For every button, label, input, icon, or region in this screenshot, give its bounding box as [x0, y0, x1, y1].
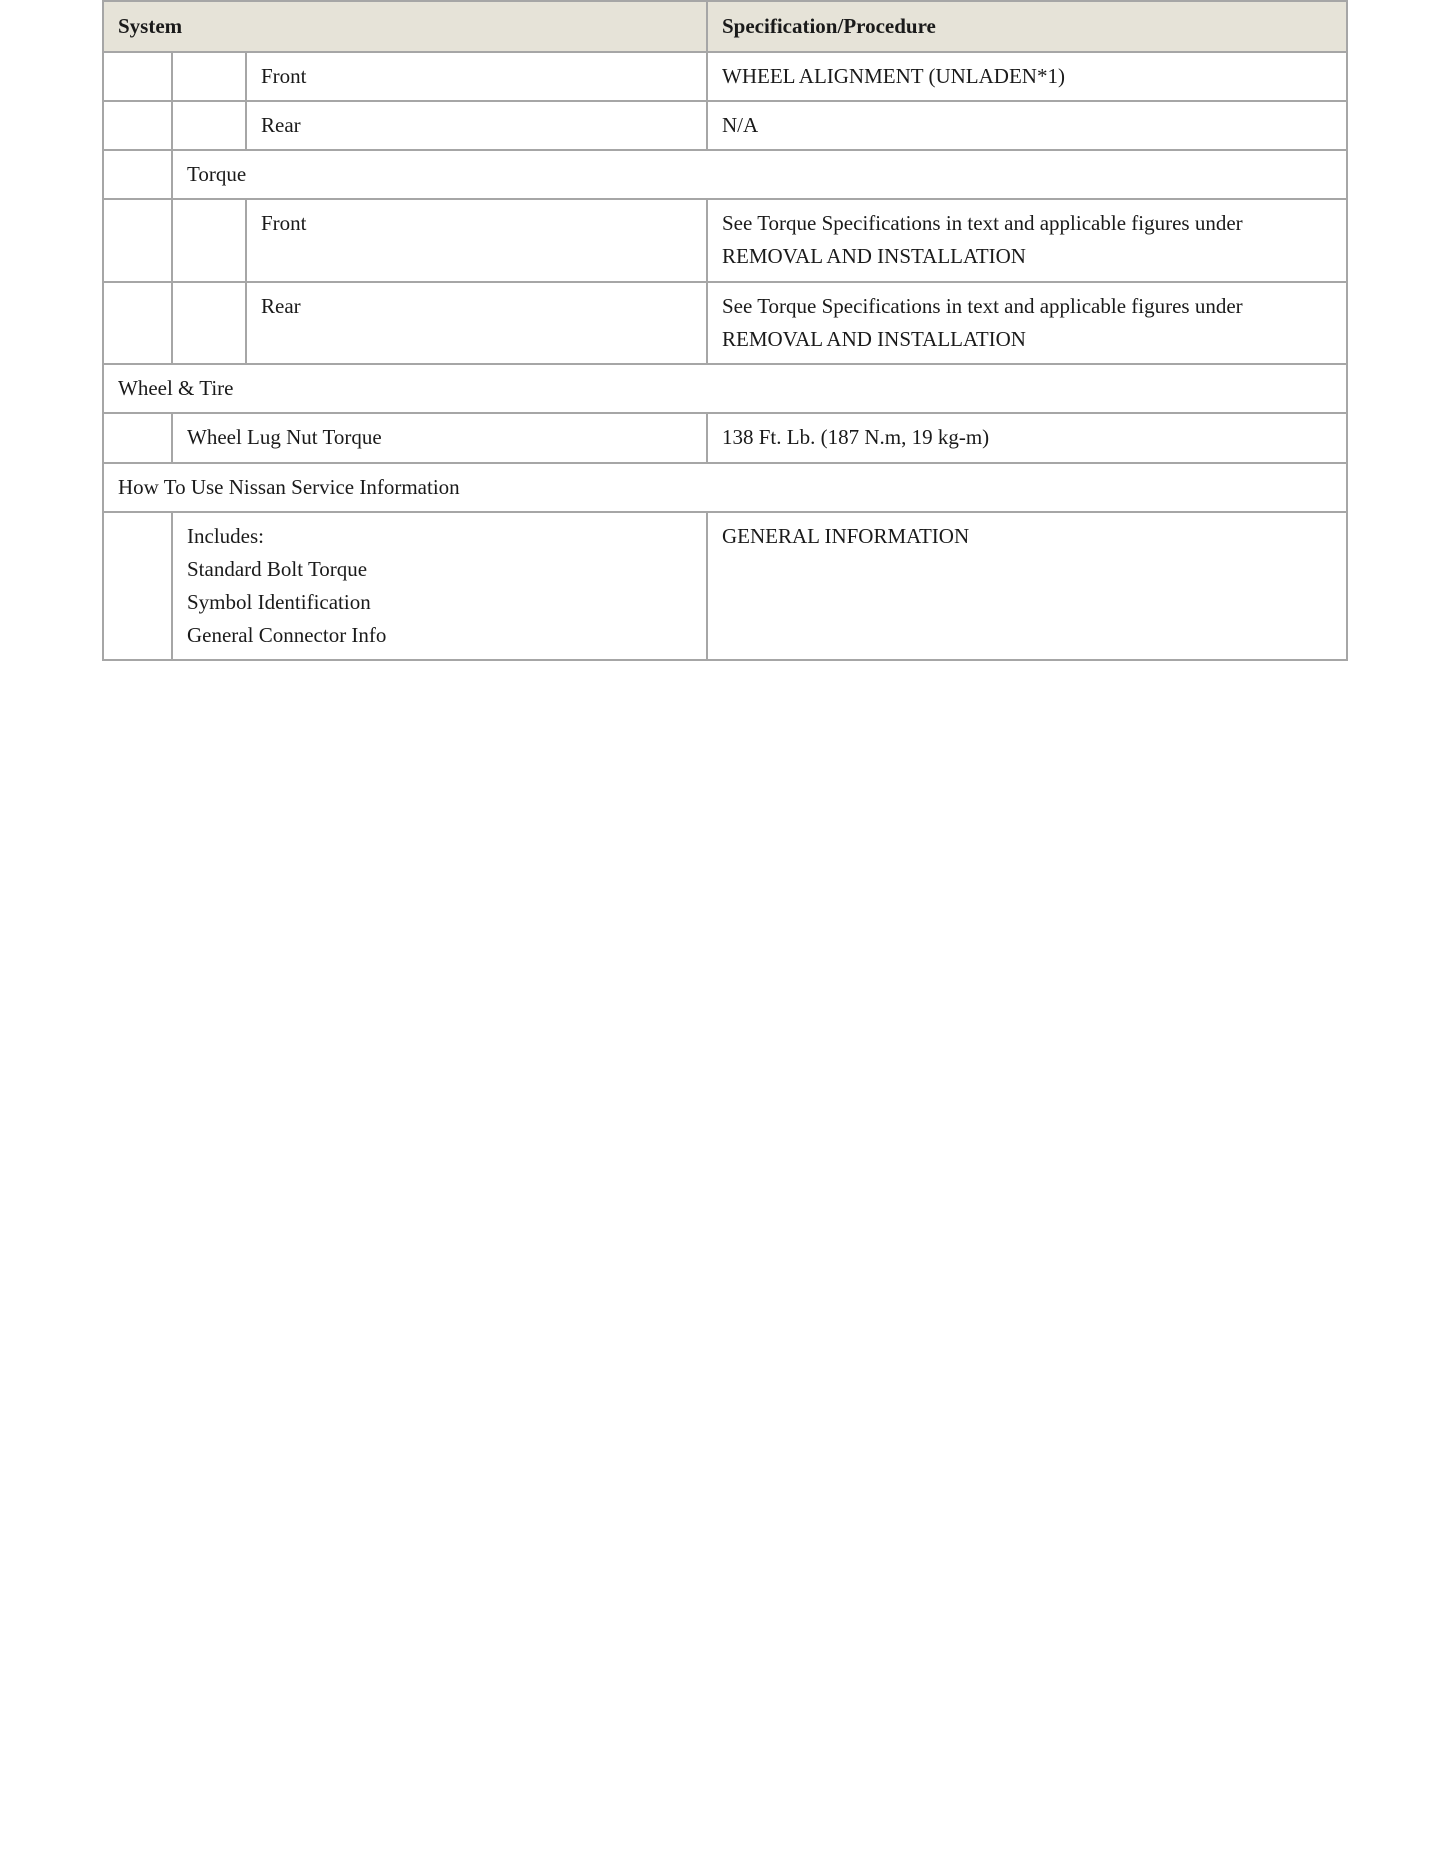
includes-line: Includes:	[187, 524, 264, 548]
section-how-to-use: How To Use Nissan Service Information	[103, 463, 1347, 512]
spec-line: See Torque Specifications in text and applicable figures under	[722, 211, 1243, 235]
table-row	[103, 512, 1347, 660]
table-row	[103, 52, 1347, 101]
spec-line: REMOVAL AND INSTALLATION	[722, 244, 1026, 268]
indent-cell	[172, 282, 246, 364]
table-row	[103, 150, 1347, 199]
row-label-torque-front: Front	[246, 199, 707, 282]
table-row	[103, 364, 1347, 413]
includes-line: General Connector Info	[187, 623, 387, 647]
row-value-alignment-rear: N/A	[707, 101, 1347, 150]
table-row	[103, 413, 1347, 463]
specification-table	[102, 0, 1348, 661]
spec-line: See Torque Specifications in text and applicable figures under	[722, 294, 1243, 318]
section-torque: Torque	[172, 150, 1347, 199]
section-wheel-tire: Wheel & Tire	[103, 364, 1347, 413]
row-label-alignment-front: Front	[246, 52, 707, 101]
row-label-includes	[172, 512, 707, 660]
includes-line: Symbol Identification	[187, 590, 371, 614]
table-header-row	[103, 1, 1347, 52]
indent-cell	[103, 199, 172, 282]
indent-cell	[103, 512, 172, 660]
row-value-torque-front	[707, 199, 1347, 282]
indent-cell	[172, 199, 246, 282]
header-spec: Specification/Procedure	[707, 1, 1347, 52]
table-row	[103, 282, 1347, 364]
row-value-torque-rear	[707, 282, 1347, 364]
row-label-alignment-rear: Rear	[246, 101, 707, 150]
row-value-includes: GENERAL INFORMATION	[707, 512, 1347, 660]
row-label-torque-rear: Rear	[246, 282, 707, 364]
row-label-lug-nut: Wheel Lug Nut Torque	[172, 413, 707, 463]
spec-line: REMOVAL AND INSTALLATION	[722, 327, 1026, 351]
row-value-lug-nut: 138 Ft. Lb. (187 N.m, 19 kg-m)	[707, 413, 1347, 463]
indent-cell	[103, 413, 172, 463]
header-system: System	[103, 1, 707, 52]
indent-cell	[103, 52, 172, 101]
indent-cell	[103, 150, 172, 199]
includes-line: Standard Bolt Torque	[187, 557, 368, 581]
indent-cell	[172, 52, 246, 101]
table-row	[103, 199, 1347, 282]
table-row	[103, 101, 1347, 150]
indent-cell	[103, 101, 172, 150]
indent-cell	[172, 101, 246, 150]
table-row	[103, 463, 1347, 512]
row-value-alignment-front: WHEEL ALIGNMENT (UNLADEN*1)	[707, 52, 1347, 101]
indent-cell	[103, 282, 172, 364]
